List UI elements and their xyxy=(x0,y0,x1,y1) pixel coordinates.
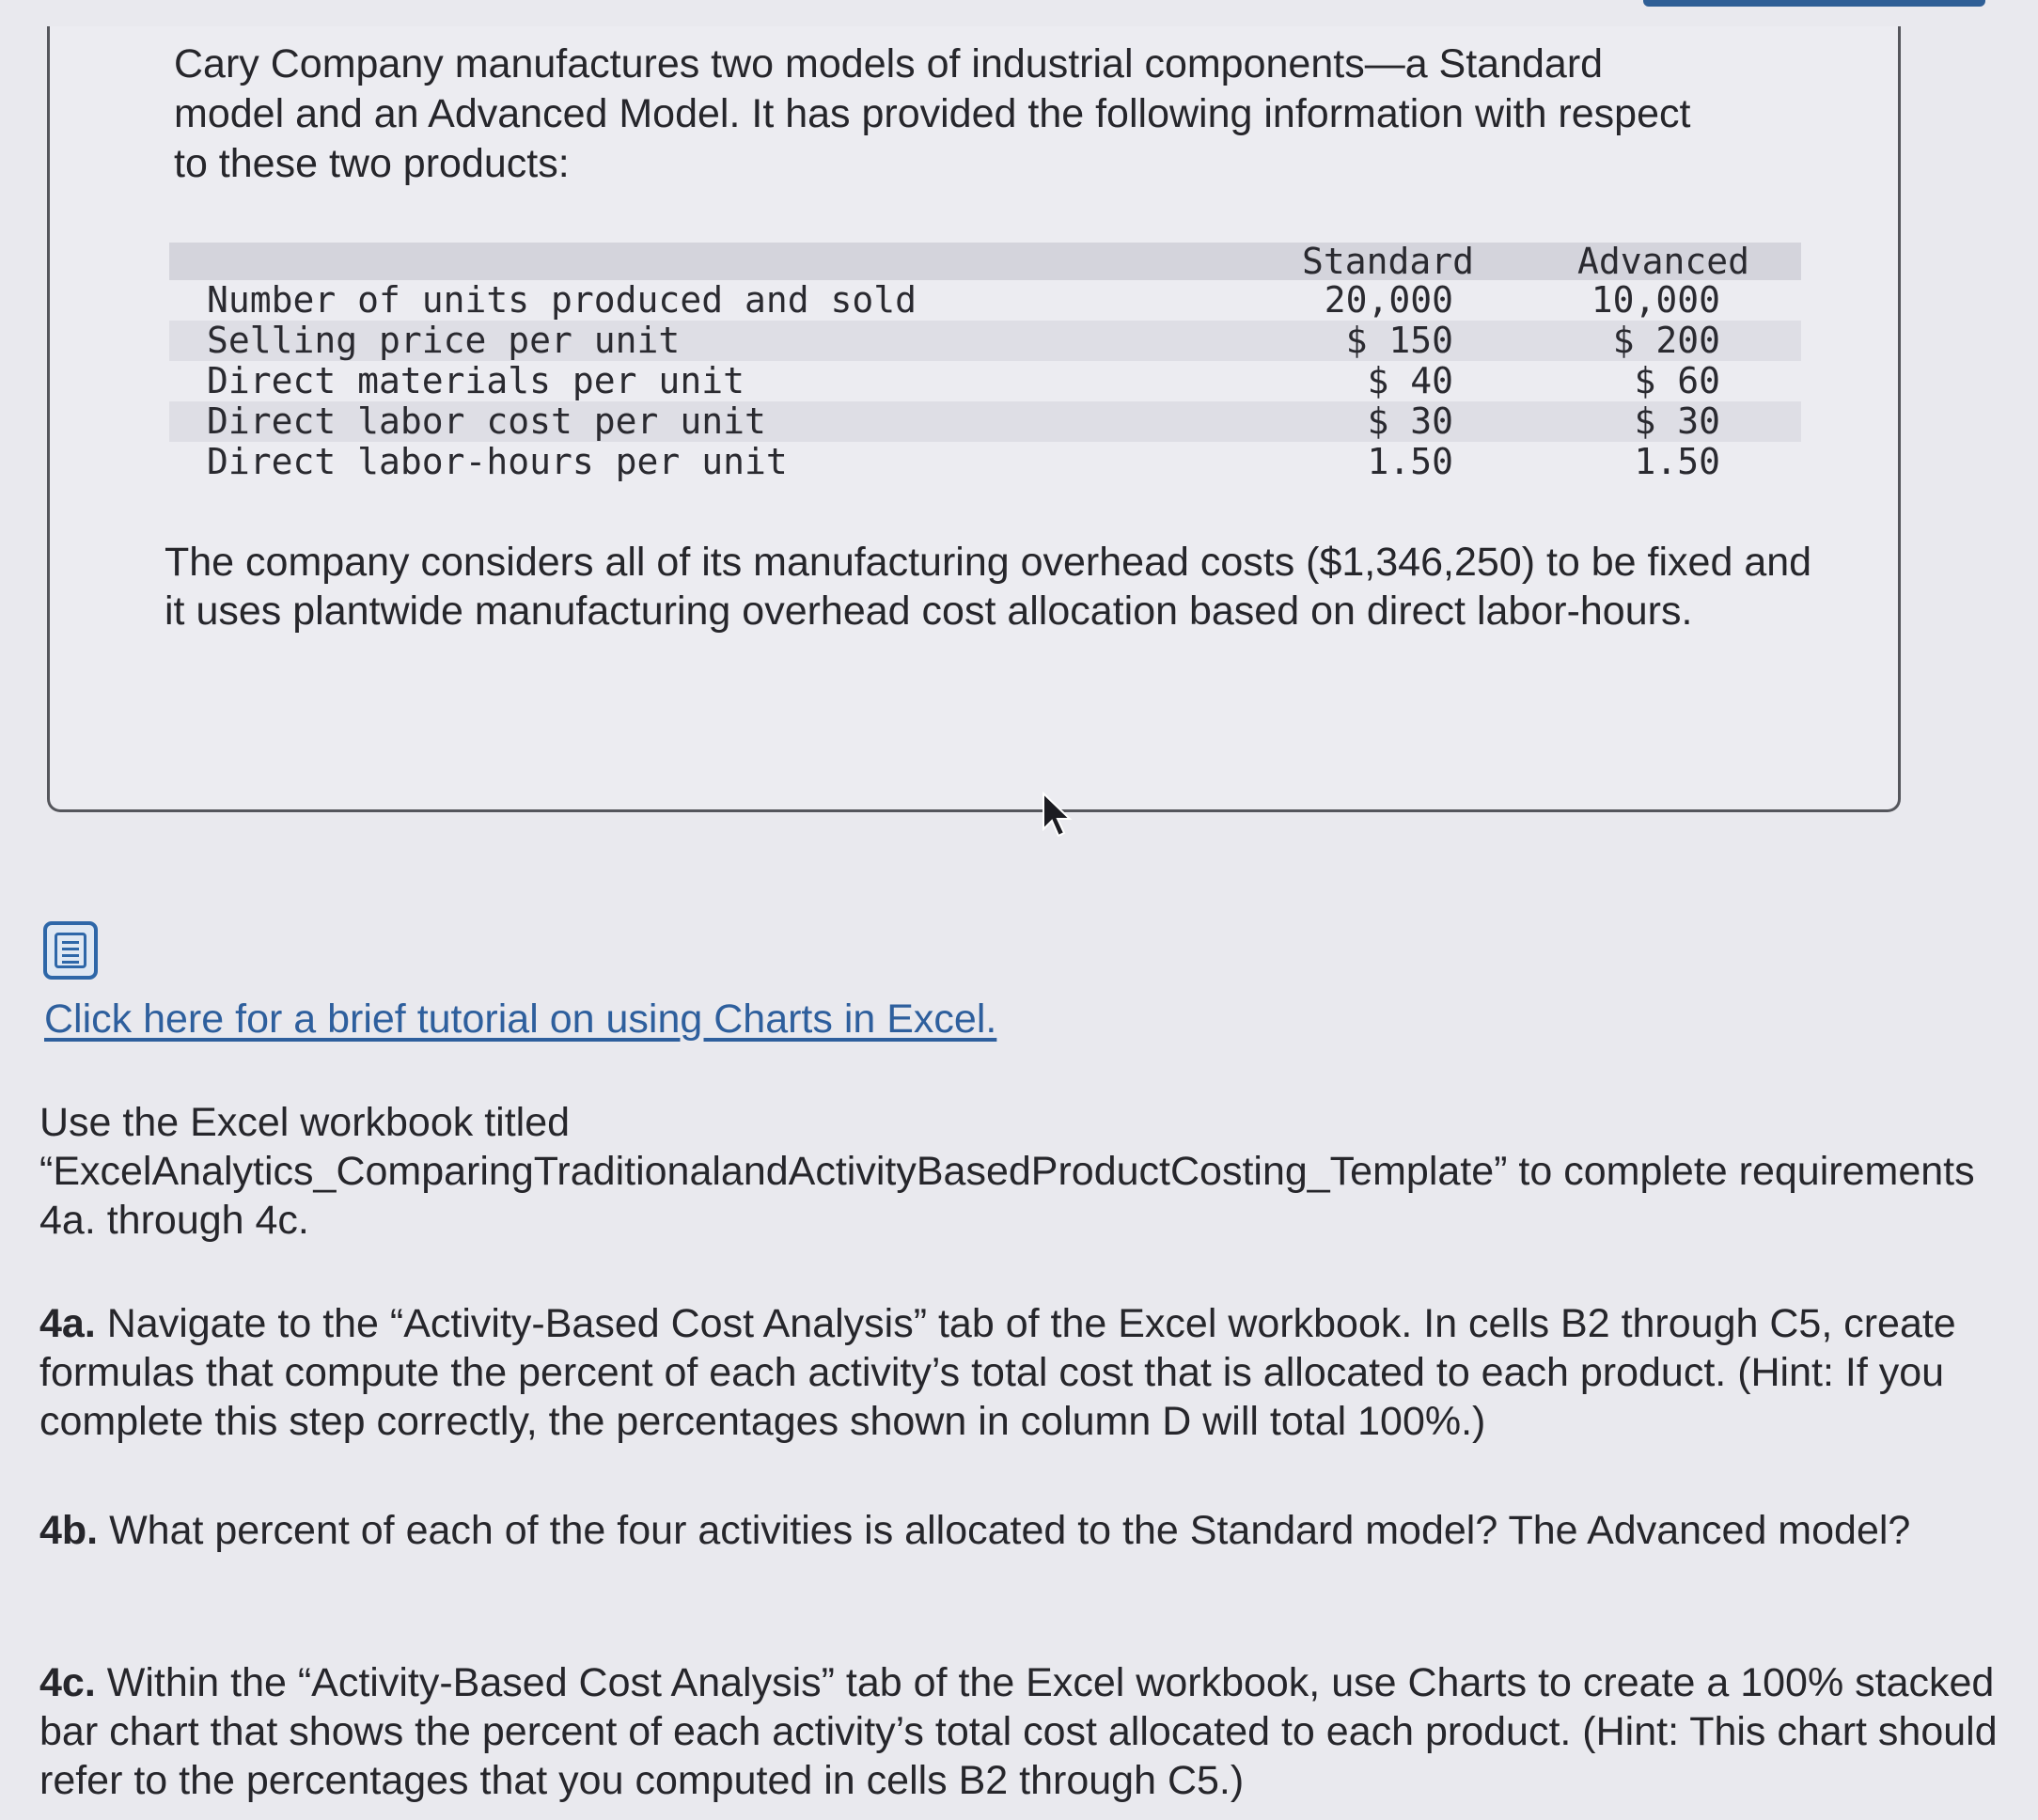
row-label: Direct labor-hours per unit xyxy=(207,441,788,482)
column-header-standard: Standard xyxy=(1302,241,1475,282)
standard-value: 20,000 xyxy=(1324,279,1453,321)
charts-tutorial-link[interactable]: Click here for a brief tutorial on using Charts in Excel. xyxy=(44,996,997,1042)
row-label: Number of units produced and sold xyxy=(207,279,917,321)
row-label: Direct materials per unit xyxy=(207,360,745,401)
advanced-value: 1.50 xyxy=(1634,441,1720,482)
advanced-value: 10,000 xyxy=(1591,279,1720,321)
mouse-pointer-icon xyxy=(1042,792,1074,839)
overhead-description: The company considers all of its manufacturing overhead costs ($1,346,250) to be fixed and it uses plantwide manufacturing overhead cost allocation based on direct labor-hours. xyxy=(165,540,1812,634)
workbook-instructions: Use the Excel workbook titled “ExcelAnalytics_ComparingTraditionalandActivityBasedProductCosting_Template” to complete requirements 4a. through 4c. xyxy=(39,1100,1975,1243)
advanced-value: $ 60 xyxy=(1634,360,1720,401)
requirement-label: 4a. xyxy=(39,1301,96,1346)
table-row xyxy=(169,442,1801,482)
requirement-4b xyxy=(39,1506,2014,1555)
column-header-advanced: Advanced xyxy=(1577,241,1750,282)
standard-value: $ 150 xyxy=(1345,320,1453,361)
requirement-label: 4b. xyxy=(39,1508,99,1553)
requirement-text: What percent of each of the four activities is allocated to the Standard model? The Advanced model? xyxy=(98,1508,1911,1553)
row-label: Selling price per unit xyxy=(207,320,681,361)
table-row xyxy=(169,401,1801,442)
requirement-4a xyxy=(39,1299,2014,1446)
advanced-value: $ 200 xyxy=(1612,320,1720,361)
row-label: Direct labor cost per unit xyxy=(207,400,766,442)
problem-intro: Cary Company manufactures two models of industrial components—a Standard model and an Advanced Model. It has provided the following information with respect to these two products: xyxy=(174,41,1691,186)
top-accent-bar xyxy=(1643,0,1985,7)
table-row xyxy=(169,280,1801,321)
table-header xyxy=(169,243,1801,280)
requirement-label: 4c. xyxy=(39,1660,96,1705)
requirement-text: Within the “Activity-Based Cost Analysis” tab of the Excel workbook, use Charts to create a 100% stacked bar chart that shows the percent of each activity’s total cost allocated to each product. (Hint: This chart should refer to the percentages that you computed in cells B2 through C5.) xyxy=(39,1660,1998,1803)
table-row xyxy=(169,361,1801,401)
document-icon[interactable] xyxy=(43,921,98,980)
requirement-4c xyxy=(39,1658,2014,1805)
requirement-text: Navigate to the “Activity-Based Cost Analysis” tab of the Excel workbook. In cells B2 through C5, create formulas that compute the percent of each activity’s total cost that is allocated to each product. (Hint: If you complete this step correctly, the percentages shown in column D will total 100%.) xyxy=(39,1301,1956,1444)
standard-value: 1.50 xyxy=(1367,441,1453,482)
table-row xyxy=(169,321,1801,361)
advanced-value: $ 30 xyxy=(1634,400,1720,442)
product-data-table xyxy=(169,243,1801,482)
standard-value: $ 30 xyxy=(1367,400,1453,442)
standard-value: $ 40 xyxy=(1367,360,1453,401)
